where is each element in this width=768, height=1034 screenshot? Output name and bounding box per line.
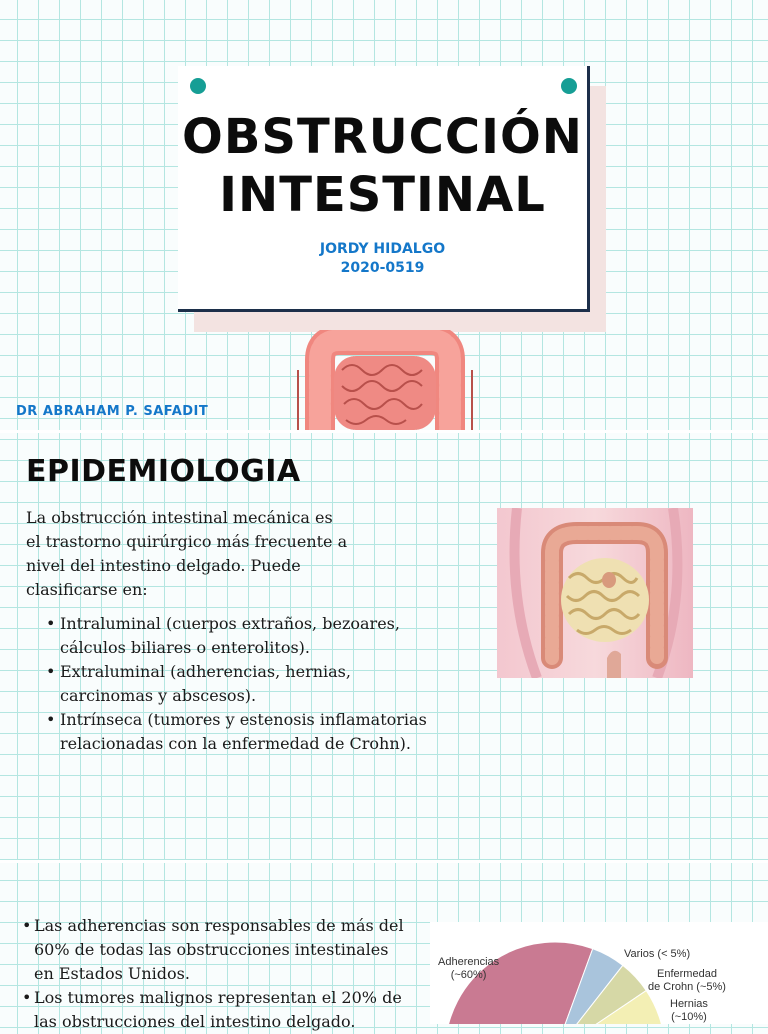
section-title: EPIDEMIOLOGIA bbox=[26, 454, 301, 489]
teal-dot-icon bbox=[190, 78, 206, 94]
list-item-continuation: 60% de todas las obstrucciones intestinales bbox=[34, 940, 389, 959]
cover-slide bbox=[0, 0, 768, 430]
list-item: • Los tumores malignos representan el 20% de bbox=[22, 986, 404, 1010]
intro-line: nivel del intestino delgado. Puede bbox=[26, 556, 301, 575]
pie-label-adherencias: Adherencias (~60%) bbox=[438, 956, 500, 981]
title-line: OBSTRUCCIÓN bbox=[182, 109, 583, 165]
list-item: • Intrínseca (tumores y estenosis inflamatorias bbox=[46, 708, 427, 732]
list-item-continuation: cálculos biliares o enterolitos). bbox=[60, 638, 310, 657]
list-item-continuation: relacionadas con la enfermedad de Crohn). bbox=[60, 734, 411, 753]
list-item: • Intraluminal (cuerpos extraños, bezoares, bbox=[46, 612, 427, 636]
intro-line: La obstrucción intestinal mecánica es bbox=[26, 508, 333, 527]
statistics-list bbox=[22, 914, 404, 1034]
author-block bbox=[178, 240, 587, 278]
intro-line: clasificarse en: bbox=[26, 580, 148, 599]
page-title bbox=[178, 108, 587, 224]
statistics-slide bbox=[0, 862, 768, 1031]
pie-label-varios: Varios (< 5%) bbox=[624, 948, 691, 960]
list-item: • Las adherencias son responsables de más del bbox=[22, 914, 404, 938]
intro-paragraph bbox=[26, 506, 376, 602]
large-intestine-icon bbox=[290, 330, 480, 430]
list-item-continuation: carcinomas y abscesos). bbox=[60, 686, 257, 705]
pie-label-hernias: Hernias (~10%) bbox=[670, 998, 708, 1023]
title-card bbox=[178, 66, 590, 312]
author-id: 2020-0519 bbox=[340, 260, 425, 276]
classification-list bbox=[46, 612, 427, 756]
author-name: JORDY HIDALGO bbox=[319, 241, 446, 257]
list-item: • Extraluminal (adherencias, hernias, bbox=[46, 660, 427, 684]
doctor-name: DR ABRAHAM P. SAFADIT bbox=[16, 404, 209, 419]
epidemiology-slide bbox=[0, 432, 768, 860]
title-line: INTESTINAL bbox=[219, 167, 546, 223]
abdomen-intestine-photo bbox=[497, 508, 693, 678]
list-item-continuation: las obstrucciones del intestino delgado. bbox=[34, 1012, 356, 1031]
pie-chart-panel bbox=[430, 922, 768, 1024]
teal-dot-icon bbox=[561, 78, 577, 94]
pie-label-crohn: Enfermedad de Crohn (~5%) bbox=[648, 968, 726, 993]
intro-line: el trastorno quirúrgico más frecuente a bbox=[26, 532, 348, 551]
list-item-continuation: en Estados Unidos. bbox=[34, 964, 190, 983]
